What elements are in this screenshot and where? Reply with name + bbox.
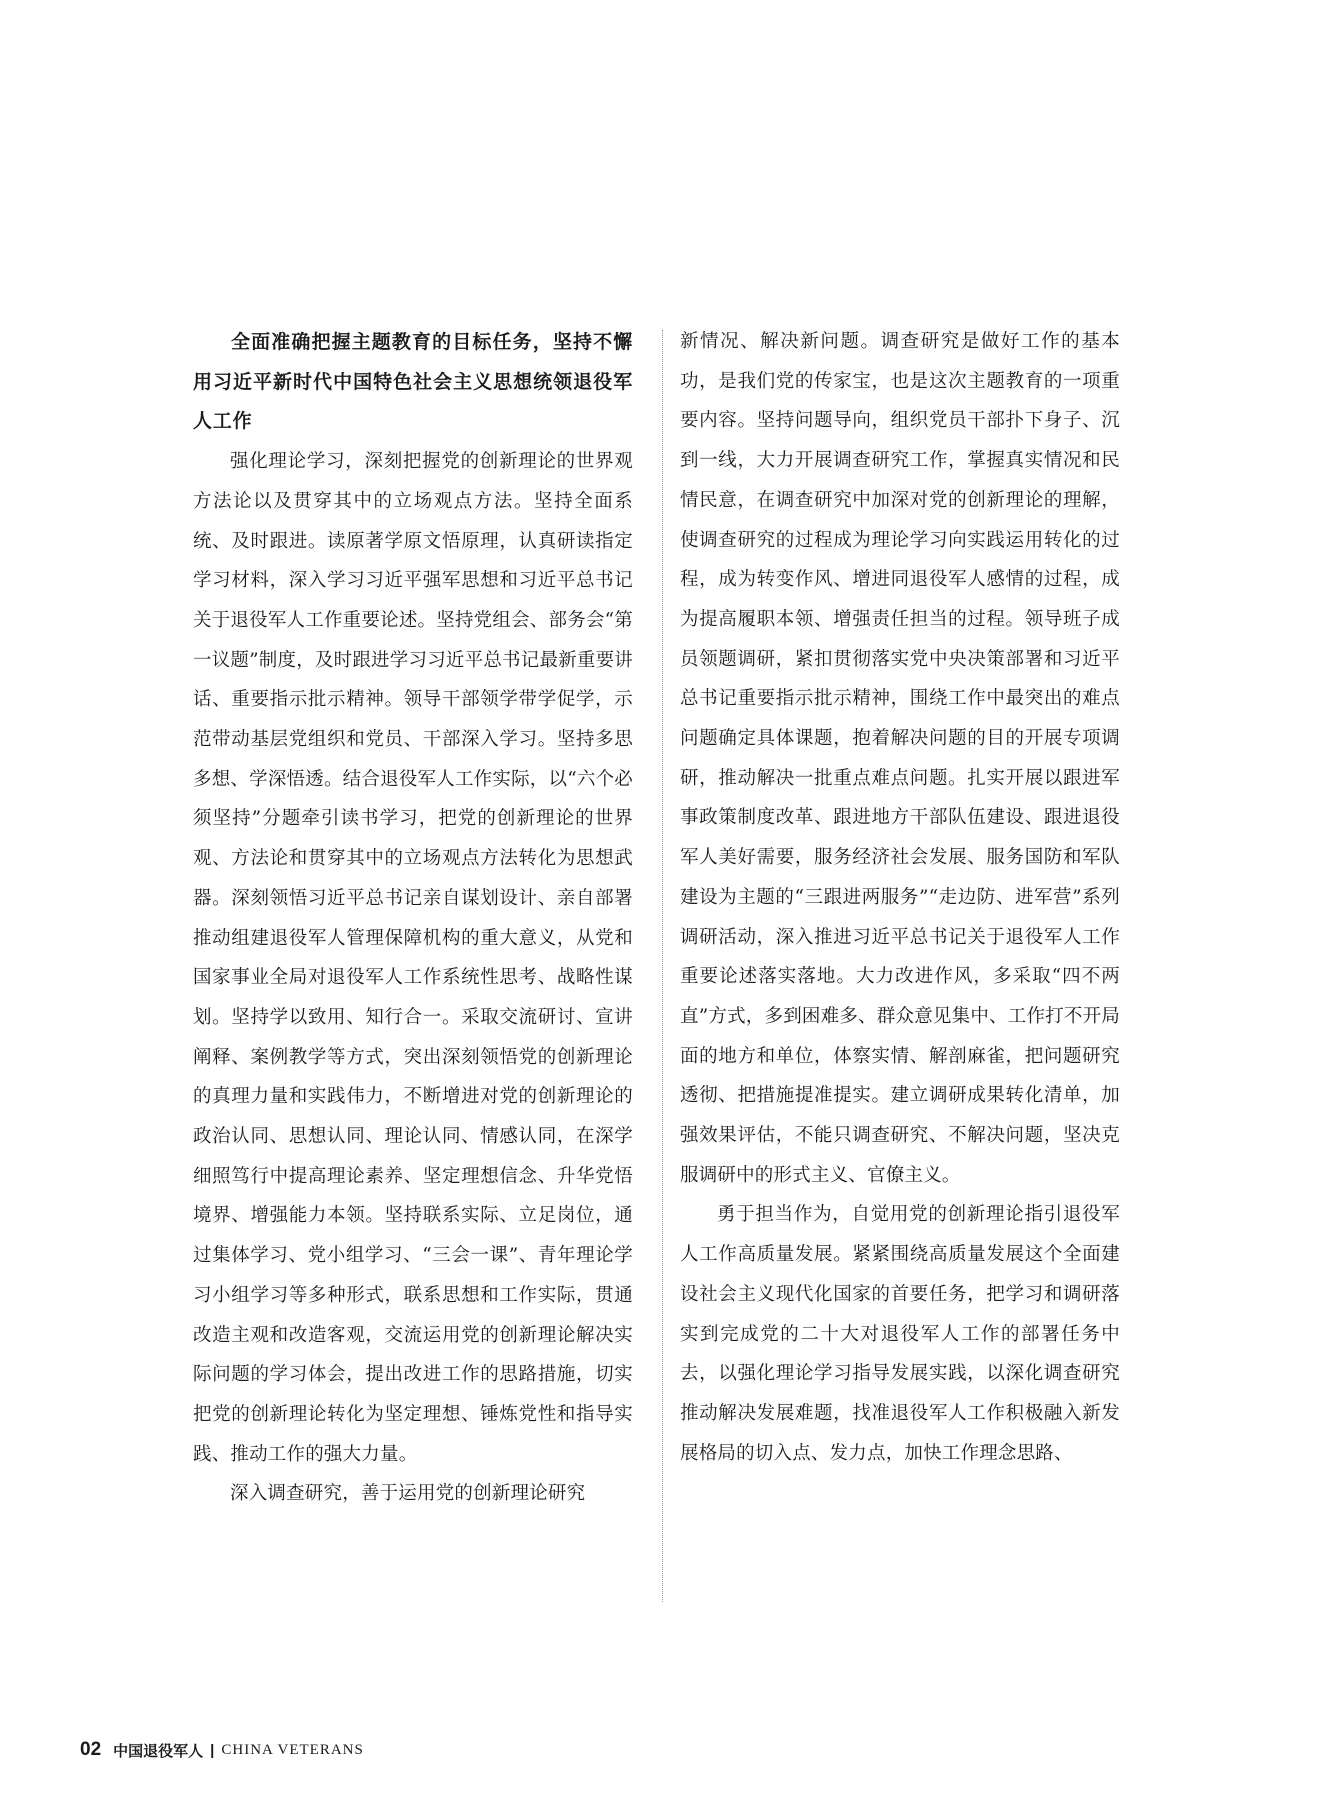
column-divider [662, 330, 663, 1602]
left-column [193, 323, 633, 1514]
body-paragraph-continued: 新情况、解决新问题。调查研究是做好工作的基本功，是我们党的传家宝，也是这次主题教育的一项重要内容。坚持问题导向，组织党员干部扑下身子、沉到一线，大力开展调查研究工作，掌握真实情况和民情民意，在调查研究中加深对党的创新理论的理解，使调查研究的过程成为理论学习向实践运用转化的过程，成为转变作风、增进同退役军人感情的过程，成为提高履职本领、增强责任担当的过程。领导班子成员领题调研，紧扣贯彻落实党中央决策部署和习近平总书记重要指示批示精神，围绕工作中最突出的难点问题确定具体课题，抱着解决问题的目的开展专项调研，推动解决一批重点难点问题。扎实开展以跟进军事政策制度改革、跟进地方干部队伍建设、跟进退役军人美好需要，服务经济社会发展、服务国防和军队建设为主题的“三跟进两服务”“走边防、进军营”系列调研活动，深入推进习近平总书记关于退役军人工作重要论述落实落地。大力改进作风，多采取“四不两直”方式，多到困难多、群众意见集中、工作打不开局面的地方和单位，体察实情、解剖麻雀，把问题研究透彻、把措施提准提实。建立调研成果转化清单，加强效果评估，不能只调查研究、不解决问题，坚决克服调研中的形式主义、官僚主义。 [680, 331, 1120, 1186]
right-column [680, 322, 1120, 1473]
footer-separator: | [210, 1741, 215, 1759]
body-paragraph-3: 勇于担当作为，自觉用党的创新理论指引退役军人工作高质量发展。紧紧围绕高质量发展这个全面建设社会主义现代化国家的首要任务，把学习和调研落实到完成党的二十大对退役军人工作的部署任务中去，以强化理论学习指导发展实践，以深化调查研究推动解决发展难题，找准退役军人工作积极融入新发展格局的切入点、发力点，加快工作理念思路、 [680, 1204, 1120, 1464]
page-number: 02 [80, 1739, 102, 1760]
body-paragraph-1: 强化理论学习，深刻把握党的创新理论的世界观方法论以及贯穿其中的立场观点方法。坚持全面系统、及时跟进。读原著学原文悟原理，认真研读指定学习材料，深入学习习近平强军思想和习近平总书记关于退役军人工作重要论述。坚持党组会、部务会“第一议题”制度，及时跟进学习习近平总书记最新重要讲话、重要指示批示精神。领导干部领学带学促学，示范带动基层党组织和党员、干部深入学习。坚持多思多想、学深悟透。结合退役军人工作实际，以“六个必须坚持”分题牵引读书学习，把党的创新理论的世界观、方法论和贯穿其中的立场观点方法转化为思想武器。深刻领悟习近平总书记亲自谋划设计、亲自部署推动组建退役军人管理保障机构的重大意义，从党和国家事业全局对退役军人工作系统性思考、战略性谋划。坚持学以致用、知行合一。采取交流研讨、宣讲阐释、案例教学等方式，突出深刻领悟党的创新理论的真理力量和实践伟力，不断增进对党的创新理论的政治认同、思想认同、理论认同、情感认同，在深学细照笃行中提高理论素养、坚定理想信念、升华党悟境界、增强能力本领。坚持联系实际、立足岗位，通过集体学习、党小组学习、“三会一课”、青年理论学习小组学习等多种形式，联系思想和工作实际，贯通改造主观和改造客观，交流运用党的创新理论解决实际问题的学习体会，提出改进工作的思路措施，切实把党的创新理论转化为坚定理想、锤炼党性和指导实践、推动工作的强大力量。 [193, 451, 633, 1465]
section-heading: 全面准确把握主题教育的目标任务，坚持不懈用习近平新时代中国特色社会主义思想统领退役军人工作 [193, 331, 633, 433]
body-paragraph-2: 深入调查研究，善于运用党的创新理论研究 [230, 1483, 586, 1505]
page-footer [80, 1738, 364, 1762]
magazine-name-en: CHINA VETERANS [221, 1741, 364, 1758]
magazine-name-cn: 中国退役军人 [113, 1742, 204, 1760]
